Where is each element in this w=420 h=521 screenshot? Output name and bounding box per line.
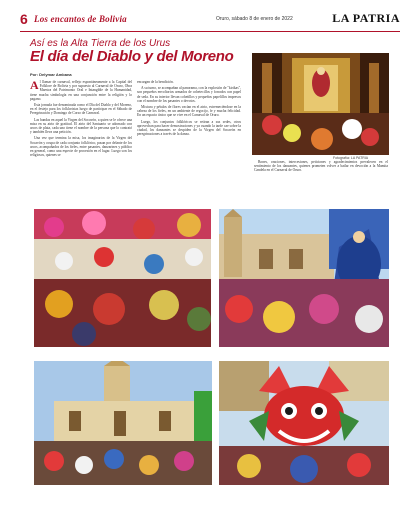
dateline: Oruro, sábado 8 de enero de 2022 bbox=[216, 16, 293, 22]
article-column-3: Bones, oraciones, intercesiones, peticiones y agradecimientos prevalecen en el sentimiento de los danzantes, quienes prometen volver a bailar en devoción a la Mamita Candela en el Carnaval de Oruro. bbox=[254, 160, 388, 173]
article-column-1: Al llamar de carnaval, reflejo espontáneamente a la Capital del Folklore de Bolivia y por supuesto al Carnaval de Oruro, Obra Maestra del Patrimonio Oral e Intangible de la Humanidad, tiene mucha simbología en una conjunción entre la religión y lo pagano. Esta jornada fue denominada como el Día del Diablo y del Moreno, en el festejo para los folkloristas luego de participar en el Sábado de Peregrinación y Domingo de Corso de Carnaval. Las bandas en aquel la Virgen del Socavón, a quien se le ofrece una misa en su atrio de gratitud. El atrio del Santuario se adornado con arcos de plata, cada uno tiene el nombre de la persona que lo contrató y también lleva una petición. Una vez que termina la misa, los imaginarios de la Virgen del Socavón y ocupa de cada conjunto folklórico, pasan por delante de los arcos, acompañados de los fieles, entre pasantes, danzarines y público en general, como una especie de procesión en el lugar. Luego son los religiosos, quienes se bbox=[30, 80, 132, 158]
article-headline: El día del Diablo y del Moreno bbox=[30, 48, 234, 65]
article-kicker: Así es la Alta Tierra de los Urus bbox=[30, 38, 171, 49]
photo-sanctuary-exterior bbox=[34, 361, 212, 485]
drop-cap: A bbox=[30, 80, 39, 92]
article-column-2: encargan de la bendición. A su turno, se acompañan al panorama, con la explosión de "kirikas", son pequeños envoltorios armados de cohetecillos y forrados con papel de seda. En su interior llevan cohetillos y pequeños papelillos impresos con el nombre de los pasantes o devotos. Mixtura y pétalos de flores vacían en el atrio, estremeciéndose en la cabeza de los fieles, en un ambiente de regocijo, fe y mucha felicidad. En un espacio único que se vive en el Carnaval de Oruro. Luego, los conjuntos folklóricos se retiran a sus sedes, otros aprovechan para hacer demostraciones y ya cuando la tarde cae sobre la ciudad, los danzantes se despiden de la Virgen del Socavón en peregrinaciones a través de la danza. bbox=[137, 80, 241, 137]
photo-diablada-mask bbox=[219, 361, 389, 485]
photo-crowd-procession bbox=[34, 209, 211, 347]
photo-sanctuary-virgin bbox=[219, 209, 389, 347]
page-number: 6 bbox=[20, 11, 28, 27]
photo-altar-interior bbox=[252, 53, 389, 155]
section-title: Los encantos de Bolivia bbox=[34, 14, 127, 24]
header-rule bbox=[20, 31, 400, 32]
article-byline: Por: Delymar Ambana bbox=[30, 72, 72, 77]
newspaper-brand: LA PATRIA bbox=[332, 11, 400, 25]
photo-credit: Fotografía: LA PATRIA bbox=[333, 156, 369, 160]
